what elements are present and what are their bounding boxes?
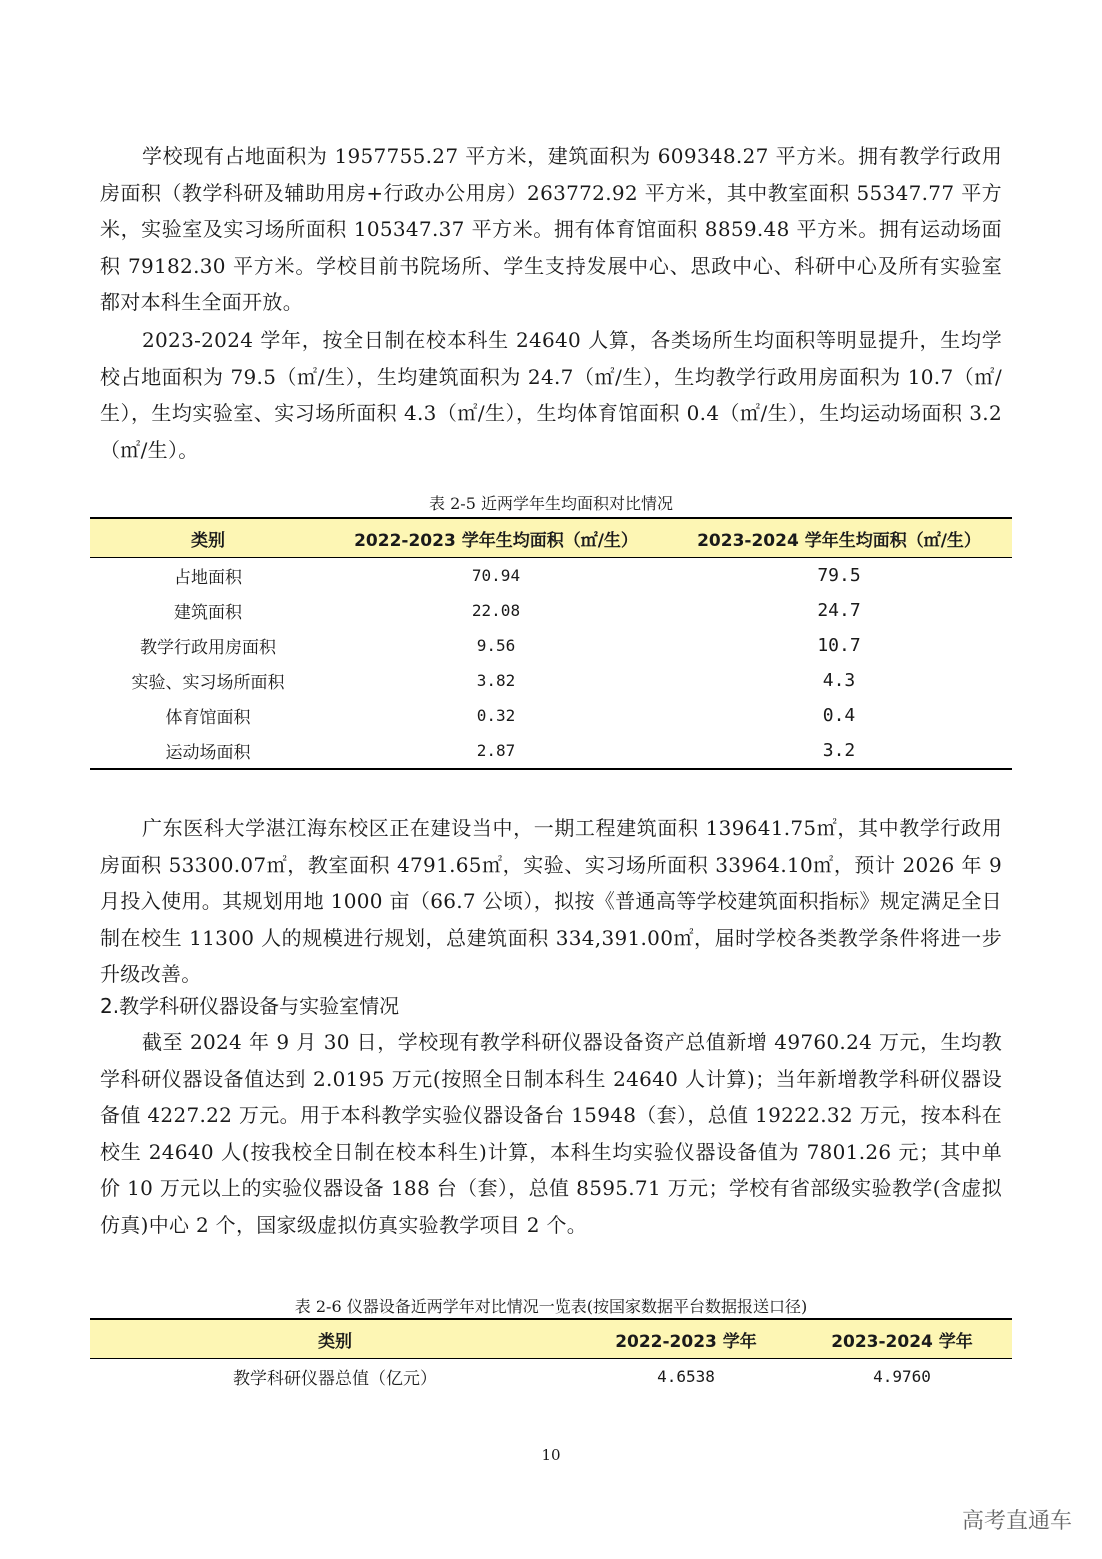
table-header-cell: 2022-2023 学年生均面积（㎡/生） [326, 518, 666, 558]
table-2-5 [90, 517, 1012, 770]
table-cell-category: 教学科研仪器总值（亿元） [233, 1369, 437, 1389]
table-cell-category: 教学行政用房面积 [140, 638, 276, 658]
table-header-row [90, 1319, 1012, 1359]
table-cell-value: 79.5 [817, 565, 861, 586]
table-row [90, 698, 1012, 733]
paragraph-campus-area: 学校现有占地面积为 1957755.27 平方米，建筑面积为 609348.27 平方米。拥有教学行政用房面积（教学科研及辅助用房+行政办公用房）263772.92 平方米，其中教室面积 55347.77 平方米，实验室及实习场所面积 105347.37 平方米。拥有体育馆面积 8859.48 平方米。拥有运动场面积 79182.30 平方米。学校目前书院场所、学生支持发展中心、思政中心、科研中心及所有实验室都对本科生全面开放。 [100, 144, 1002, 314]
table-row [90, 733, 1012, 769]
table-row [90, 1359, 1012, 1395]
table-cell-value: 4.9760 [873, 1367, 931, 1386]
paragraph-equipment: 截至 2024 年 9 月 30 日，学校现有教学科研仪器设备资产总值新增 49760.24 万元，生均教学科研仪器设备值达到 2.0195 万元(按照全日制本科生 24640 人计算)；当年新增教学科研仪器设备值 4227.22 万元。用于本科教学实验仪器设备台 15948（套），总值 19222.32 万元，按本科在校生 24640 人(按我校全日制在校本科生)计算，本科生均实验仪器设备值为 7801.26 元；其中单价 10 万元以上的实验仪器设备 188 台（套），总值 8595.71 万元；学校有省部级实验教学(含虚拟仿真)中心 2 个，国家级虚拟仿真实验教学项目 2 个。 [100, 1030, 1003, 1237]
table-cell-value: 3.2 [666, 733, 1012, 769]
table-cell-value: 3.82 [476, 671, 516, 690]
table-cell-value: 4.3 [822, 670, 856, 691]
table-header-row [90, 518, 1012, 558]
table-cell-category: 实验、实习场所面积 [131, 673, 285, 693]
table-row [90, 628, 1012, 663]
table-cell-value: 2.87 [326, 733, 666, 769]
table-cell-value: 10.7 [817, 635, 861, 656]
table-header-cell: 类别 [90, 1319, 580, 1359]
table-2-6 [90, 1318, 1012, 1394]
section-heading: 2.教学科研仪器设备与实验室情况 [100, 994, 400, 1018]
table-header-cell: 类别 [90, 518, 326, 558]
table-2-5-caption: 表 2-5 近两学年生均面积对比情况 [429, 494, 673, 513]
table-header-cell: 2022-2023 学年 [580, 1319, 792, 1359]
table-header-cell: 2023-2024 学年生均面积（㎡/生） [666, 518, 1012, 558]
page-number: 10 [541, 1446, 561, 1464]
table-cell-category: 建筑面积 [174, 603, 242, 623]
table-cell-value: 24.7 [817, 600, 861, 621]
paragraph-haidong-campus: 广东医科大学湛江海东校区正在建设当中，一期工程建筑面积 139641.75㎡，其中教学行政用房面积 53300.07㎡，教室面积 4791.65㎡，实验、实习场所面积 33964.10㎡，预计 2026 年 9 月投入使用。其规划用地 1000 亩（66.7 公顷），拟按《普通高等学校建筑面积指标》规定满足全日制在校生 11300 人的规模进行规划，总建筑面积 334,391.00㎡，届时学校各类教学条件将进一步升级改善。 [100, 816, 1002, 986]
table-row [90, 558, 1012, 594]
table-cell-value: 0.4 [822, 705, 856, 726]
watermark: 高考直通车 [961, 1509, 1072, 1534]
table-2-6-caption: 表 2-6 仪器设备近两学年对比情况一览表(按国家数据平台数据报送口径) [294, 1297, 808, 1316]
table-cell-value: 4.6538 [657, 1367, 715, 1386]
table-cell-value: 0.32 [476, 706, 516, 725]
table-header-cell: 2023-2024 学年 [792, 1319, 1012, 1359]
paragraph-per-student-area: 2023-2024 学年，按全日制在校本科生 24640 人算，各类场所生均面积等明显提升，生均学校占地面积为 79.5（㎡/生），生均建筑面积为 24.7（㎡/生），生均教学行政用房面积为 10.7（㎡/生），生均实验室、实习场所面积 4.3（㎡/生），生均体育馆面积 0.4（㎡/生），生均运动场面积 3.2（㎡/生）。 [100, 328, 1002, 462]
table-cell-category: 运动场面积 [90, 733, 326, 769]
table-cell-value: 22.08 [471, 601, 521, 620]
table-row [90, 593, 1012, 628]
table-cell-category: 占地面积 [174, 568, 242, 588]
table-cell-value: 70.94 [471, 566, 521, 585]
table-cell-category: 体育馆面积 [165, 708, 251, 728]
table-row [90, 663, 1012, 698]
table-cell-value: 9.56 [476, 636, 516, 655]
